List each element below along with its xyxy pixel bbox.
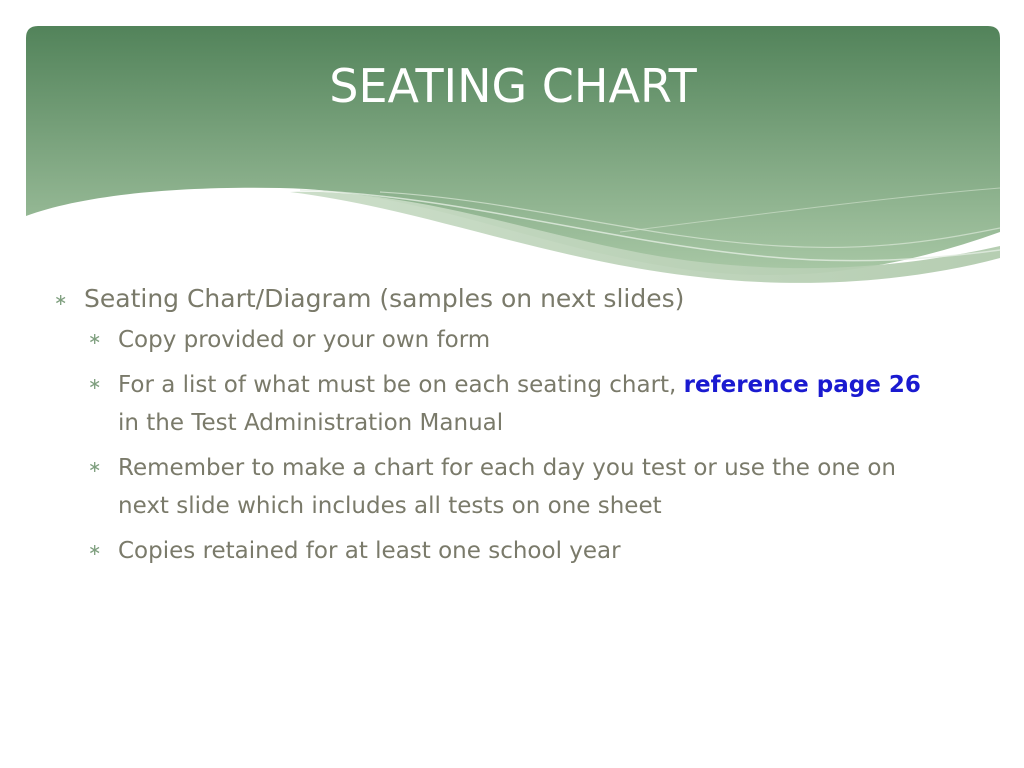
sub-bullet-item <box>50 321 930 359</box>
sub-bullet-text: Copies retained for at least one school year <box>118 538 621 564</box>
sub-bullet-item <box>50 532 930 570</box>
slide-title: SEATING CHART <box>329 59 697 113</box>
title-banner <box>0 0 1024 300</box>
reference-link[interactable]: reference page 26 <box>683 372 921 398</box>
asterisk-bullet-icon: ∗ <box>88 540 102 559</box>
bullet-item <box>50 281 930 317</box>
sub-bullet-list <box>50 321 930 570</box>
bullet-text: Seating Chart/Diagram (samples on next slides) <box>84 284 685 313</box>
bullet-list <box>50 281 930 577</box>
sub-bullet-item <box>50 366 930 442</box>
sub-bullet-text-after: in the Test Administration Manual <box>118 410 504 436</box>
asterisk-bullet-icon: ∗ <box>54 290 68 309</box>
sub-bullet-text: Copy provided or your own form <box>118 327 491 353</box>
asterisk-bullet-icon: ∗ <box>88 457 102 476</box>
asterisk-bullet-icon: ∗ <box>88 329 102 348</box>
sub-bullet-text-before: For a list of what must be on each seating chart, <box>118 372 684 398</box>
sub-bullet-group <box>50 321 930 570</box>
asterisk-bullet-icon: ∗ <box>88 374 102 393</box>
sub-bullet-text: Remember to make a chart for each day you test or use the one on next slide which includes all tests on one sheet <box>118 455 897 519</box>
sub-bullet-item <box>50 449 930 525</box>
